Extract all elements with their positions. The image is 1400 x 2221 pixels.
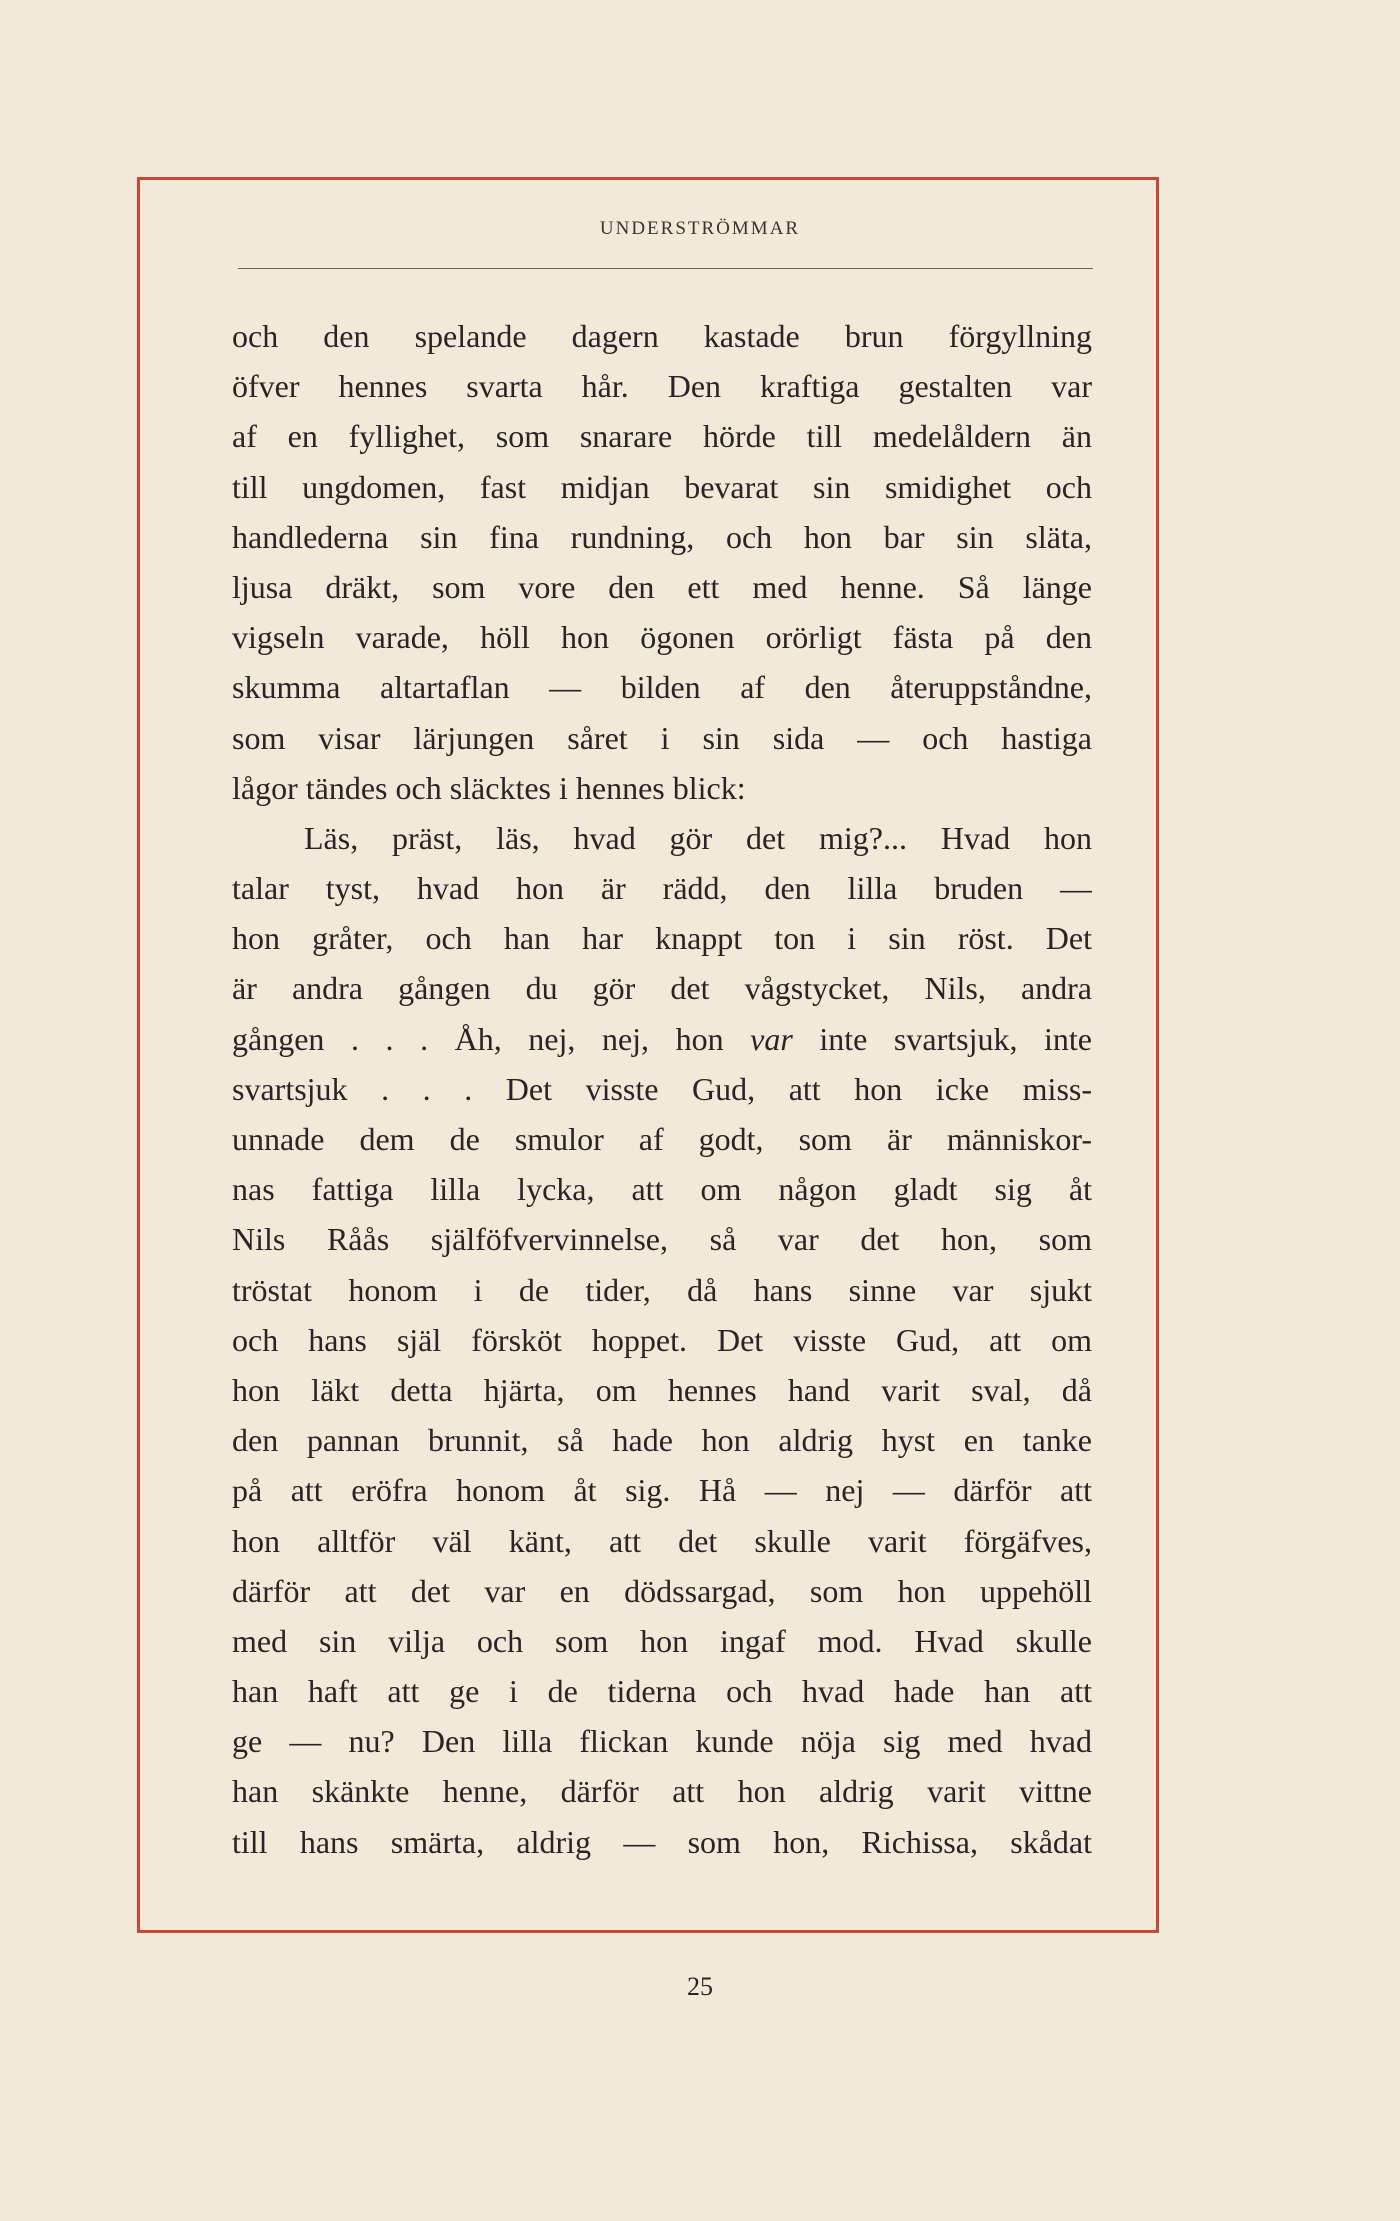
text-line: svartsjuk . . . Det visste Gud, att hon icke miss-: [232, 1070, 1092, 1107]
page-number: 25: [687, 1972, 713, 2001]
text-segment: gången . . . Åh, nej, nej, hon: [232, 1020, 751, 1057]
text-line: därför att det var en dödssargad, som hon uppehöll: [232, 1572, 1092, 1609]
header-rule: [238, 268, 1093, 269]
text-line: han skänkte henne, därför att hon aldrig varit vittne: [232, 1773, 1092, 1810]
text-line: som visar lärjungen såret i sin sida — och hastiga: [232, 719, 1092, 756]
text-line: den pannan brunnit, så hade hon aldrig hyst en tanke: [232, 1422, 1092, 1459]
text-line: hon gråter, och han har knappt ton i sin röst. Det: [232, 920, 1092, 957]
text-line: öfver hennes svarta hår. Den kraftiga gestalten var: [232, 368, 1092, 405]
running-title: UNDERSTRÖMMAR: [599, 218, 801, 239]
text-segment: inte svartsjuk, inte: [792, 1020, 1092, 1057]
text-line: hon läkt detta hjärta, om hennes hand varit sval, då: [232, 1371, 1092, 1408]
text-line: nas fattiga lilla lycka, att om någon gladt sig åt: [232, 1171, 1092, 1208]
text-line-paragraph-start: Läs, präst, läs, hvad gör det mig?... Hvad hon: [304, 819, 1092, 856]
text-line: hon alltför väl känt, att det skulle varit förgäfves,: [232, 1522, 1092, 1559]
text-line: och hans själ försköt hoppet. Det visste Gud, att om: [232, 1321, 1092, 1358]
text-line: till hans smärta, aldrig — som hon, Richissa, skådat: [232, 1823, 1092, 1860]
text-line: och den spelande dagern kastade brun förgyllning: [232, 318, 1092, 354]
text-line: tröstat honom i de tider, då hans sinne var sjukt: [232, 1271, 1092, 1308]
text-line: talar tyst, hvad hon är rädd, den lilla bruden —: [232, 870, 1092, 907]
text-line: ljusa dräkt, som vore den ett med henne. Så länge: [232, 568, 1092, 605]
text-line: vigseln varade, höll hon ögonen orörligt fästa på den: [232, 619, 1092, 656]
text-line: af en fyllighet, som snarare hörde till medelåldern än: [232, 418, 1092, 455]
text-line: han haft att ge i de tiderna och hvad hade han att: [232, 1673, 1092, 1710]
text-line-with-emphasis: [232, 1014, 1092, 1064]
body-text: [232, 311, 1092, 1867]
text-line: på att eröfra honom åt sig. Hå — nej — därför att: [232, 1472, 1092, 1509]
text-line: ge — nu? Den lilla flickan kunde nöja sig med hvad: [232, 1723, 1092, 1760]
text-line: med sin vilja och som hon ingaf mod. Hvad skulle: [232, 1622, 1092, 1659]
emphasized-word: var: [750, 1020, 793, 1057]
text-line: är andra gången du gör det vågstycket, Nils, andra: [232, 970, 1092, 1007]
text-line: skumma altartaflan — bilden af den återuppståndne,: [232, 669, 1092, 706]
text-line: handlederna sin fina rundning, och hon bar sin släta,: [232, 518, 1092, 555]
text-line: Nils Råås själföfvervinnelse, så var det hon, som: [232, 1221, 1092, 1258]
text-line: unnade dem de smulor af godt, som är människor-: [232, 1121, 1092, 1157]
text-line: till ungdomen, fast midjan bevarat sin smidighet och: [232, 468, 1092, 505]
text-line-paragraph-end: lågor tändes och släcktes i hennes blick:: [232, 769, 746, 806]
